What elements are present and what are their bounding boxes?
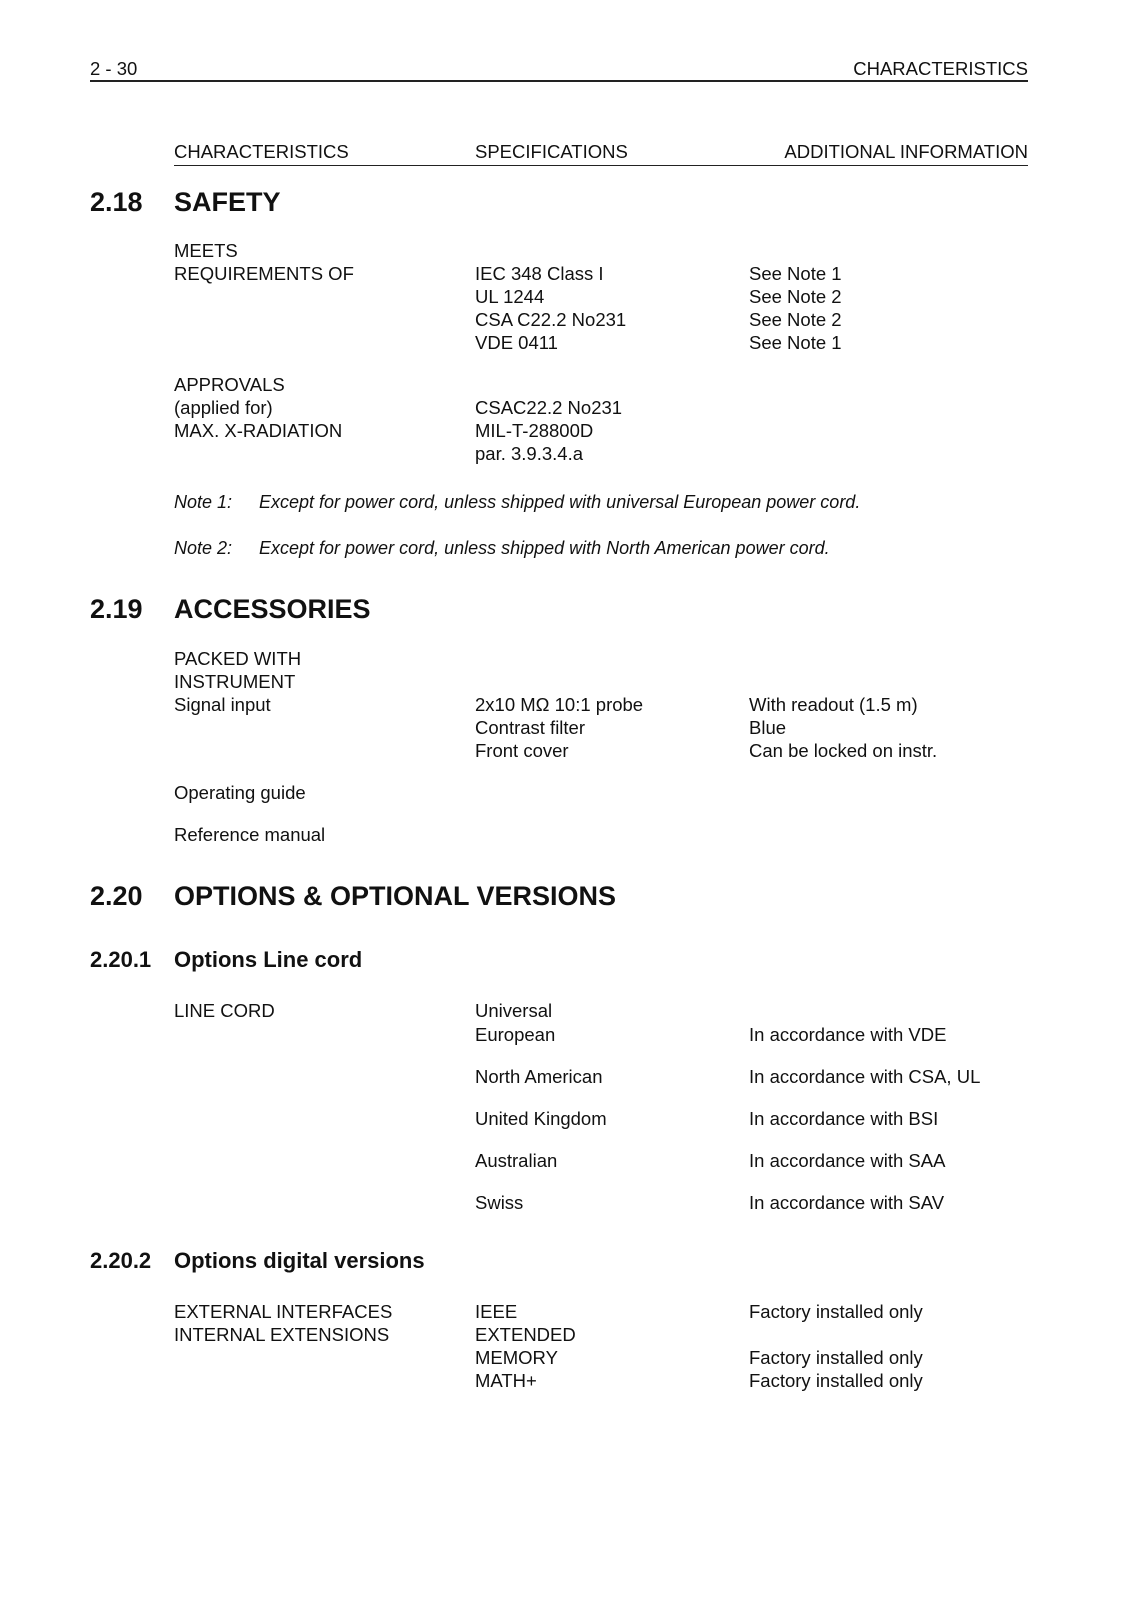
line-cord-info-item: In accordance with VDE — [749, 1024, 947, 1045]
digital-info — [749, 1301, 923, 1393]
digital-spec: IEEE — [475, 1301, 518, 1322]
digital-specs — [475, 1301, 576, 1393]
note-2-label: Note 2: — [174, 538, 233, 558]
subsection-number-line-cord: 2.20.1 — [90, 947, 152, 972]
meets-label-line-1: MEETS — [174, 240, 238, 261]
digital-info-item: Factory installed only — [749, 1370, 923, 1391]
accessory-info-item: Can be locked on instr. — [749, 740, 938, 761]
subsection-title-line-cord: Options Line cord — [174, 947, 363, 972]
accessory-specs — [475, 694, 643, 763]
safety-specs — [475, 263, 626, 355]
line-cord-spec: European — [475, 1024, 556, 1045]
note-2-text: Except for power cord, unless shipped with North American power cord. — [259, 538, 830, 558]
approvals-line-2: (applied for) — [174, 397, 273, 418]
safety-spec: VDE 0411 — [475, 332, 558, 353]
meets-label — [174, 240, 354, 286]
digital-spec: MEMORY — [475, 1347, 558, 1368]
signal-input-label: Signal input — [174, 694, 271, 715]
column-heading-characteristics: CHARACTERISTICS — [174, 141, 349, 162]
packed-label — [174, 648, 301, 717]
safety-notes — [749, 263, 842, 355]
meets-label-line-2: REQUIREMENTS OF — [174, 263, 354, 284]
line-cord-specs — [475, 1024, 607, 1234]
section-number-options: 2.20 — [90, 881, 143, 911]
section-title-accessories: ACCESSORIES — [174, 594, 371, 624]
accessory-info-item: Blue — [749, 717, 787, 738]
safety-note-ref: See Note 2 — [749, 309, 842, 330]
packed-line-1: PACKED WITH — [174, 648, 302, 669]
safety-note-ref: See Note 1 — [749, 263, 842, 284]
line-cord-info — [749, 1024, 980, 1234]
approvals-spec: CSAC22.2 No231 — [475, 397, 623, 418]
safety-spec: CSA C22.2 No231 — [475, 309, 627, 330]
approvals-line-1: APPROVALS — [174, 374, 285, 395]
line-cord-info-item: In accordance with CSA, UL — [749, 1066, 981, 1087]
line-cord-spec: United Kingdom — [475, 1108, 607, 1129]
approvals-specs — [475, 397, 622, 466]
safety-note-ref: See Note 2 — [749, 286, 842, 307]
section-number-accessories: 2.19 — [90, 594, 143, 624]
internal-extensions-label: INTERNAL EXTENSIONS — [174, 1324, 390, 1345]
section-number-safety: 2.18 — [90, 187, 143, 217]
line-cord-spec: Australian — [475, 1150, 558, 1171]
accessory-spec: 2x10 MΩ 10:1 probe — [475, 694, 644, 715]
digital-labels — [174, 1301, 392, 1347]
accessory-spec: Front cover — [475, 740, 569, 761]
section-title-options: OPTIONS & OPTIONAL VERSIONS — [174, 881, 617, 911]
digital-spec: MATH+ — [475, 1370, 537, 1391]
xradiation-spec-1: MIL-T-28800D — [475, 420, 594, 441]
xradiation-spec-2: par. 3.9.3.4.a — [475, 443, 584, 464]
safety-spec: UL 1244 — [475, 286, 545, 307]
page-number: 2 - 30 — [90, 58, 138, 79]
running-header: CHARACTERISTICS — [853, 58, 1028, 79]
accessory-info — [749, 694, 937, 763]
subsection-number-digital: 2.20.2 — [90, 1248, 152, 1273]
line-cord-universal: Universal — [475, 1000, 553, 1021]
external-interfaces-label: EXTERNAL INTERFACES — [174, 1301, 393, 1322]
column-heading-specifications: SPECIFICATIONS — [475, 141, 628, 162]
xradiation-label: MAX. X-RADIATION — [174, 420, 343, 441]
digital-info-item — [749, 1324, 923, 1347]
approvals-label — [174, 374, 342, 443]
line-cord-info-item: In accordance with SAV — [749, 1192, 945, 1213]
line-cord-info-item: In accordance with SAA — [749, 1150, 946, 1171]
column-heading-additional-info: ADDITIONAL INFORMATION — [784, 141, 1028, 162]
accessory-info-item: With readout (1.5 m) — [749, 694, 918, 715]
packed-line-2: INSTRUMENT — [174, 671, 296, 692]
line-cord-spec: Swiss — [475, 1192, 524, 1213]
line-cord-info-item: In accordance with BSI — [749, 1108, 939, 1129]
note-1-text: Except for power cord, unless shipped with universal European power cord. — [259, 492, 861, 512]
line-cord-label: LINE CORD — [174, 1000, 275, 1021]
safety-spec: IEC 348 Class I — [475, 263, 604, 284]
reference-manual: Reference manual — [174, 824, 326, 845]
section-title-safety: SAFETY — [174, 187, 281, 217]
subsection-title-digital: Options digital versions — [174, 1248, 425, 1273]
column-heading-rule — [174, 165, 1028, 166]
digital-info-item: Factory installed only — [749, 1301, 923, 1322]
line-cord-spec: North American — [475, 1066, 603, 1087]
digital-spec: EXTENDED — [475, 1324, 576, 1345]
accessory-spec: Contrast filter — [475, 717, 586, 738]
note-1-label: Note 1: — [174, 492, 233, 512]
digital-info-item: Factory installed only — [749, 1347, 923, 1368]
safety-note-ref: See Note 1 — [749, 332, 842, 353]
operating-guide: Operating guide — [174, 782, 306, 803]
header-rule — [90, 80, 1028, 82]
